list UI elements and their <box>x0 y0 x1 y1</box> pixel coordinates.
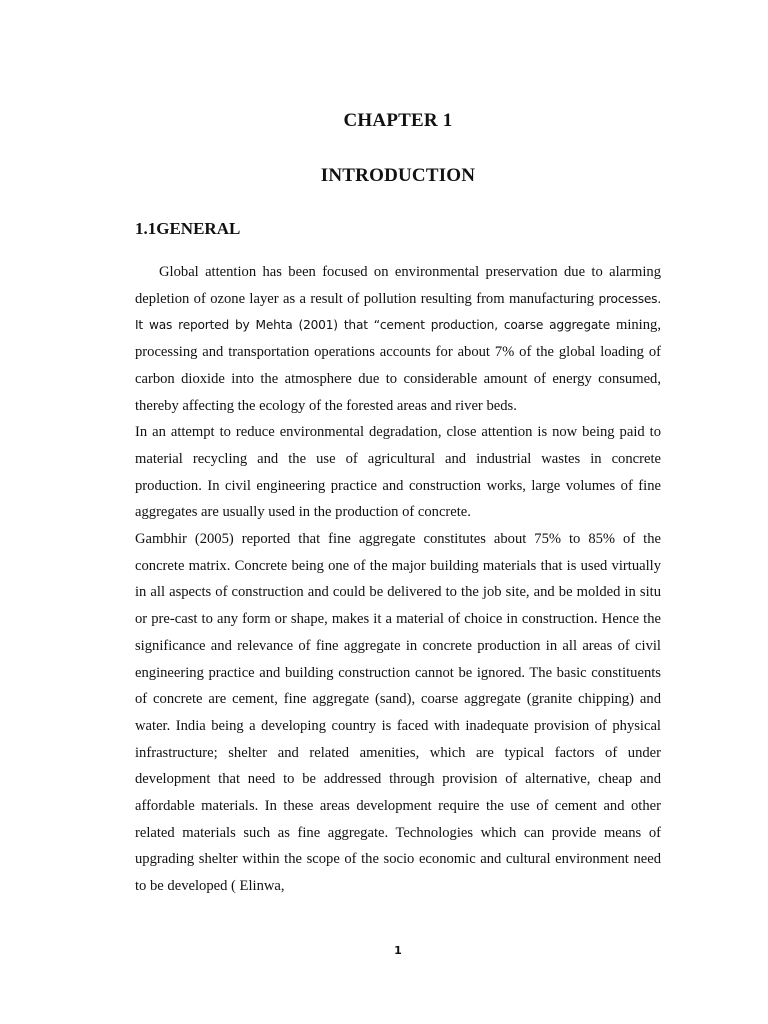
paragraph-1-sans-run: processes. It was reported by Mehta (2001) that “cement production, coarse aggregate <box>135 291 661 333</box>
page-number: 1 <box>394 944 402 957</box>
paragraph-1-tail: mining, processing and transportation operations accounts for about 7% of the global loading of carbon dioxide into the atmosphere due to considerable amount of energy consumed, thereby affecting the ecology of the forested areas and river beds. <box>135 317 661 414</box>
paragraph-1 <box>135 259 661 419</box>
chapter-number: CHAPTER 1 <box>343 110 453 131</box>
chapter-title: INTRODUCTION <box>320 165 476 186</box>
paragraph-2: In an attempt to reduce environmental degradation, close attention is now being paid to material recycling and the use of agricultural and industrial wastes in concrete production. In civil engineering practice and construction works, large volumes of fine aggregates are usually used in the production of concrete. <box>135 424 661 521</box>
paragraph-1-lead: Global attention has been focused on environmental preservation due to alarming depletion of ozone layer as a result of pollution resulting from manufacturing <box>135 264 661 307</box>
body-text <box>135 259 661 900</box>
paragraph-3: Gambhir (2005) reported that fine aggregate constitutes about 75% to 85% of the concrete matrix. Concrete being one of the major building materials that is used virtually in all aspects of construction and could be delivered to the job site, and be molded in situ or pre-cast to any form or shape, makes it a material of choice in construction. Hence the significance and relevance of fine aggregate in concrete production in all areas of civil engineering practice and building construction cannot be ignored. The basic constituents of concrete are cement, fine aggregate (sand), coarse aggregate (granite chipping) and water. India being a developing country is faced with inadequate provision of physical infrastructure; shelter and related amenities, which are typical factors of under development that need to be addressed through provision of alternative, cheap and affordable materials. In these areas development require the use of cement and other related materials such as fine aggregate. Technologies which can provide means of upgrading shelter within the scope of the socio economic and cultural environment need to be developed ( Elinwa, <box>135 531 661 895</box>
section-heading: 1.1GENERAL <box>135 219 241 238</box>
